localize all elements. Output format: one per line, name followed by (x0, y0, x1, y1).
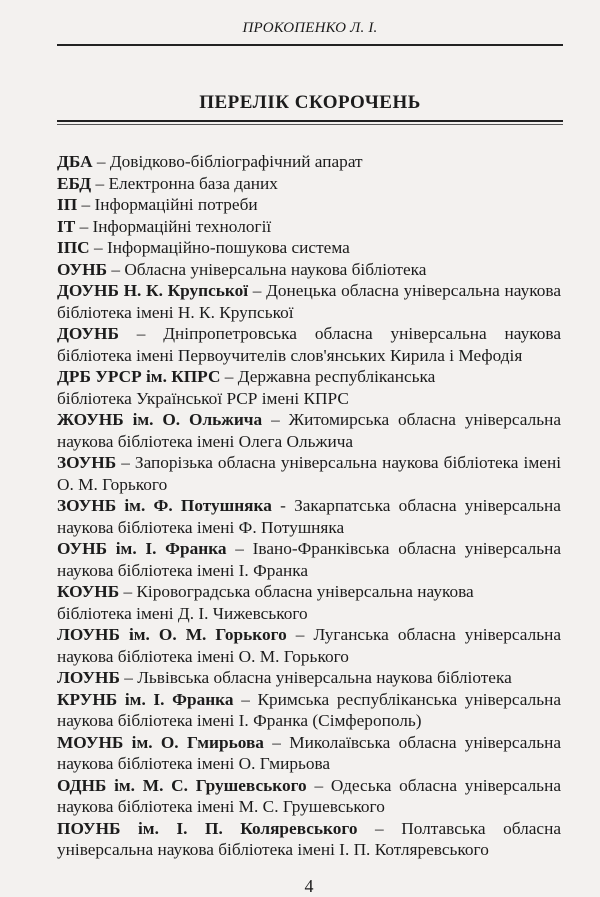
abbreviation-definition: - Закарпатська обласна універсальна наукова бібліотека імені Ф. Потушняка (57, 496, 561, 537)
page-body (57, 151, 561, 897)
abbreviation-entry (57, 775, 561, 818)
page-title: ПЕРЕЛІК СКОРОЧЕНЬ (199, 92, 421, 113)
abbreviation-entry (57, 173, 561, 195)
abbreviation-entry (57, 323, 561, 366)
title-rule (57, 120, 563, 122)
abbreviation: КРУНБ ім. І. Франка (57, 689, 234, 709)
abbreviation-entry (57, 581, 561, 624)
abbreviation-entry (57, 216, 561, 238)
abbreviation-entry (57, 409, 561, 452)
abbreviation: КОУНБ (57, 582, 120, 601)
abbreviation-definition: – Інформаційні потреби (77, 195, 258, 214)
abbreviation-entry (57, 538, 561, 581)
abbreviation: ЗОУНБ (57, 453, 117, 472)
header-rule (57, 44, 563, 46)
abbreviation: ДРБ УРСР ім. КПРС (57, 367, 221, 386)
abbreviation-definition: – Електронна база даних (91, 173, 278, 193)
abbreviation-definition-continued: бібліотека Української РСР імені КПРС (57, 388, 349, 408)
abbreviation-definition: – Довідково-бібліографічний апарат (92, 152, 363, 171)
abbreviation: ІТ (57, 216, 76, 236)
abbreviation-list (57, 151, 561, 861)
abbreviation-entry (57, 495, 561, 538)
abbreviation-definition: – Одеська обласна універсальна наукова бібліотека імені М. С. Грушевського (57, 775, 561, 816)
abbreviation-definition-continued: бібліотека імені Д. І. Чижевського (57, 603, 308, 623)
abbreviation-entry (57, 689, 561, 732)
abbreviation-definition: – Інформаційно-пошукова система (89, 238, 350, 257)
abbreviation: ОУНБ (57, 259, 108, 279)
abbreviation: ДОУНБ Н. К. Крупської (57, 281, 249, 300)
abbreviation-definition: – Донецька обласна універсальна наукова бібліотека імені Н. К. Крупської (57, 281, 561, 322)
abbreviation: ПОУНБ ім. І. П. Коляревського (57, 818, 358, 838)
abbreviation-entry (57, 732, 561, 775)
abbreviation: ЛОУНБ ім. О. М. Горького (57, 625, 287, 644)
abbreviation-definition: – Дніпропетровська обласна універсальна наукова бібліотека імені Первоучителів слов'янських Кирила і Мефодія (57, 324, 561, 365)
abbreviation: ІП (57, 195, 78, 214)
running-head: ПРОКОПЕНКО Л. І. (242, 20, 378, 36)
title-rule-thin (57, 124, 563, 125)
abbreviation: ЛОУНБ (57, 668, 120, 687)
abbreviation-entry (57, 366, 561, 409)
page-number: 4 (304, 875, 314, 896)
abbreviation-definition: – Інформаційні технології (75, 216, 272, 236)
abbreviation: ДОУНБ (57, 324, 119, 343)
abbreviation: ЕБД (57, 173, 92, 193)
abbreviation: ОУНБ ім. І. Франка (57, 539, 227, 558)
abbreviation-entry (57, 667, 561, 689)
abbreviation: ЖОУНБ ім. О. Ольжича (57, 410, 263, 429)
abbreviation-definition: – Запорізька обласна універсальна наукова бібліотека імені О. М. Горького (57, 453, 561, 494)
abbreviation: ЗОУНБ ім. Ф. Потушняка (57, 496, 272, 515)
abbreviation: МОУНБ ім. О. Гмирьова (57, 732, 264, 752)
abbreviation-entry (57, 280, 561, 323)
abbreviation: ДБА (57, 152, 93, 171)
abbreviation-entry (57, 259, 561, 281)
abbreviation-definition: – Миколаївська обласна універсальна наукова бібліотека імені О. Гмирьова (57, 732, 561, 773)
abbreviation-definition: – Обласна універсальна наукова бібліотека (107, 259, 427, 279)
abbreviation-definition: – Івано-Франківська обласна універсальна наукова бібліотека імені І. Франка (57, 539, 561, 580)
abbreviation-entry (57, 452, 561, 495)
abbreviation: ІПС (57, 238, 90, 257)
abbreviation: ОДНБ ім. М. С. Грушевського (57, 775, 307, 795)
abbreviation-definition: – Державна республіканська (220, 367, 436, 386)
abbreviation-definition: – Луганська обласна універсальна наукова бібліотека імені О. М. Горького (57, 625, 561, 666)
abbreviation-definition: – Львівська обласна універсальна наукова бібліотека (119, 668, 512, 687)
abbreviation-entry (57, 237, 561, 259)
abbreviation-entry (57, 194, 561, 216)
abbreviation-entry (57, 818, 561, 861)
abbreviation-definition: – Кіровоградська обласна універсальна наукова (119, 582, 474, 601)
abbreviation-entry (57, 624, 561, 667)
abbreviation-entry (57, 151, 561, 173)
abbreviation-definition: – Житомирська обласна універсальна наукова бібліотека імені Олега Ольжича (57, 410, 561, 451)
abbreviation-definition: – Полтавська обласна універсальна наукова бібліотека імені І. П. Котляревського (57, 818, 561, 859)
abbreviation-definition: – Кримська республіканська універсальна наукова бібліотека імені І. Франка (Сімферополь) (57, 689, 561, 730)
